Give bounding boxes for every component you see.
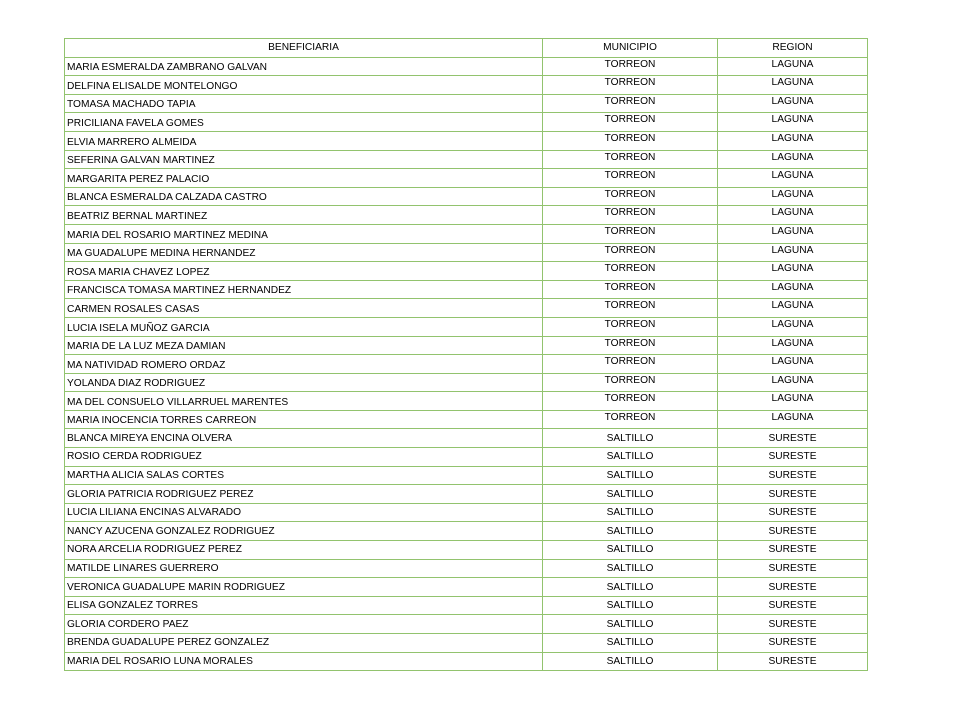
table-row [65,448,868,467]
cell-beneficiaria: LUCIA ISELA MUÑOZ GARCIA [65,317,543,336]
cell-municipio: SALTILLO [543,615,718,634]
cell-region: SURESTE [718,522,868,541]
table-row [65,187,868,206]
cell-beneficiaria: MA DEL CONSUELO VILLARRUEL MARENTES [65,392,543,411]
cell-region: LAGUNA [718,206,868,225]
cell-municipio: TORREON [543,392,718,411]
cell-municipio: TORREON [543,410,718,429]
cell-region: SURESTE [718,485,868,504]
cell-region: LAGUNA [718,262,868,281]
table-row [65,262,868,281]
table-row [65,150,868,169]
cell-beneficiaria: BLANCA MIREYA ENCINA OLVERA [65,429,543,448]
cell-region: SURESTE [718,503,868,522]
table-row [65,57,868,76]
cell-region: SURESTE [718,615,868,634]
header-municipio: MUNICIPIO [543,39,718,58]
cell-beneficiaria: MARIA DE LA LUZ MEZA DAMIAN [65,336,543,355]
cell-beneficiaria: MARIA ESMERALDA ZAMBRANO GALVAN [65,57,543,76]
cell-beneficiaria: GLORIA PATRICIA RODRIGUEZ PEREZ [65,485,543,504]
cell-municipio: SALTILLO [543,559,718,578]
cell-beneficiaria: MATILDE LINARES GUERRERO [65,559,543,578]
cell-beneficiaria: DELFINA ELISALDE MONTELONGO [65,76,543,95]
cell-beneficiaria: YOLANDA DIAZ RODRIGUEZ [65,373,543,392]
cell-region: SURESTE [718,596,868,615]
cell-municipio: TORREON [543,317,718,336]
table-row [65,541,868,560]
cell-region: SURESTE [718,634,868,653]
cell-region: SURESTE [718,448,868,467]
table-row [65,429,868,448]
cell-region: LAGUNA [718,224,868,243]
table-row [65,355,868,374]
cell-municipio: SALTILLO [543,578,718,597]
cell-municipio: SALTILLO [543,652,718,671]
cell-municipio: SALTILLO [543,522,718,541]
cell-beneficiaria: PRICILIANA FAVELA GOMES [65,113,543,132]
cell-beneficiaria: MA GUADALUPE MEDINA HERNANDEZ [65,243,543,262]
cell-municipio: TORREON [543,169,718,188]
table-row [65,224,868,243]
cell-municipio: SALTILLO [543,634,718,653]
cell-beneficiaria: BEATRIZ BERNAL MARTINEZ [65,206,543,225]
table-row [65,113,868,132]
table-row [65,280,868,299]
table-row [65,317,868,336]
cell-beneficiaria: MARIA DEL ROSARIO LUNA MORALES [65,652,543,671]
table-row [65,559,868,578]
cell-beneficiaria: MARIA INOCENCIA TORRES CARREON [65,410,543,429]
cell-region: LAGUNA [718,280,868,299]
cell-municipio: TORREON [543,206,718,225]
cell-region: LAGUNA [718,410,868,429]
table-row [65,578,868,597]
cell-beneficiaria: VERONICA GUADALUPE MARIN RODRIGUEZ [65,578,543,597]
cell-municipio: TORREON [543,373,718,392]
cell-municipio: TORREON [543,113,718,132]
table-row [65,410,868,429]
cell-region: SURESTE [718,466,868,485]
cell-region: LAGUNA [718,299,868,318]
cell-municipio: SALTILLO [543,485,718,504]
cell-beneficiaria: NORA ARCELIA RODRIGUEZ PEREZ [65,541,543,560]
table-row [65,131,868,150]
cell-beneficiaria: SEFERINA GALVAN MARTINEZ [65,150,543,169]
cell-beneficiaria: MARTHA ALICIA SALAS CORTES [65,466,543,485]
cell-municipio: SALTILLO [543,448,718,467]
table-row [65,392,868,411]
table-row [65,485,868,504]
cell-beneficiaria: MA NATIVIDAD ROMERO ORDAZ [65,355,543,374]
cell-region: LAGUNA [718,113,868,132]
table-row [65,522,868,541]
cell-beneficiaria: BLANCA ESMERALDA CALZADA CASTRO [65,187,543,206]
cell-region: LAGUNA [718,187,868,206]
cell-beneficiaria: BRENDA GUADALUPE PEREZ GONZALEZ [65,634,543,653]
cell-municipio: TORREON [543,355,718,374]
beneficiaries-table [64,38,868,671]
cell-beneficiaria: ELISA GONZALEZ TORRES [65,596,543,615]
cell-beneficiaria: ROSA MARIA CHAVEZ LOPEZ [65,262,543,281]
cell-region: LAGUNA [718,336,868,355]
cell-municipio: SALTILLO [543,596,718,615]
cell-beneficiaria: ROSIO CERDA RODRIGUEZ [65,448,543,467]
cell-region: LAGUNA [718,373,868,392]
cell-municipio: TORREON [543,224,718,243]
cell-municipio: TORREON [543,94,718,113]
cell-municipio: TORREON [543,336,718,355]
cell-beneficiaria: MARGARITA PEREZ PALACIO [65,169,543,188]
cell-region: LAGUNA [718,131,868,150]
cell-region: SURESTE [718,652,868,671]
table-row [65,596,868,615]
cell-beneficiaria: NANCY AZUCENA GONZALEZ RODRIGUEZ [65,522,543,541]
table-row [65,76,868,95]
cell-municipio: SALTILLO [543,466,718,485]
cell-beneficiaria: TOMASA MACHADO TAPIA [65,94,543,113]
cell-region: LAGUNA [718,169,868,188]
cell-municipio: SALTILLO [543,503,718,522]
table-row [65,466,868,485]
cell-municipio: TORREON [543,57,718,76]
cell-region: SURESTE [718,559,868,578]
cell-region: LAGUNA [718,94,868,113]
cell-beneficiaria: CARMEN ROSALES CASAS [65,299,543,318]
cell-municipio: TORREON [543,76,718,95]
cell-region: LAGUNA [718,392,868,411]
cell-beneficiaria: ELVIA MARRERO ALMEIDA [65,131,543,150]
cell-municipio: TORREON [543,243,718,262]
cell-region: LAGUNA [718,57,868,76]
cell-municipio: TORREON [543,131,718,150]
header-region: REGION [718,39,868,58]
cell-beneficiaria: LUCIA LILIANA ENCINAS ALVARADO [65,503,543,522]
cell-municipio: TORREON [543,280,718,299]
table-row [65,299,868,318]
cell-municipio: TORREON [543,262,718,281]
table-header-row [65,39,868,58]
table-row [65,94,868,113]
cell-region: LAGUNA [718,355,868,374]
table-row [65,373,868,392]
cell-municipio: TORREON [543,299,718,318]
cell-municipio: SALTILLO [543,429,718,448]
cell-beneficiaria: FRANCISCA TOMASA MARTINEZ HERNANDEZ [65,280,543,299]
table-row [65,243,868,262]
cell-region: SURESTE [718,541,868,560]
header-beneficiaria: BENEFICIARIA [65,39,543,58]
table-row [65,206,868,225]
table-row [65,615,868,634]
cell-region: LAGUNA [718,150,868,169]
cell-region: LAGUNA [718,76,868,95]
cell-region: LAGUNA [718,243,868,262]
cell-municipio: TORREON [543,187,718,206]
table-row [65,652,868,671]
cell-region: SURESTE [718,578,868,597]
cell-beneficiaria: GLORIA CORDERO PAEZ [65,615,543,634]
table-row [65,169,868,188]
cell-region: SURESTE [718,429,868,448]
table-row [65,634,868,653]
cell-beneficiaria: MARIA DEL ROSARIO MARTINEZ MEDINA [65,224,543,243]
table-row [65,336,868,355]
table-row [65,503,868,522]
cell-municipio: TORREON [543,150,718,169]
cell-municipio: SALTILLO [543,541,718,560]
cell-region: LAGUNA [718,317,868,336]
